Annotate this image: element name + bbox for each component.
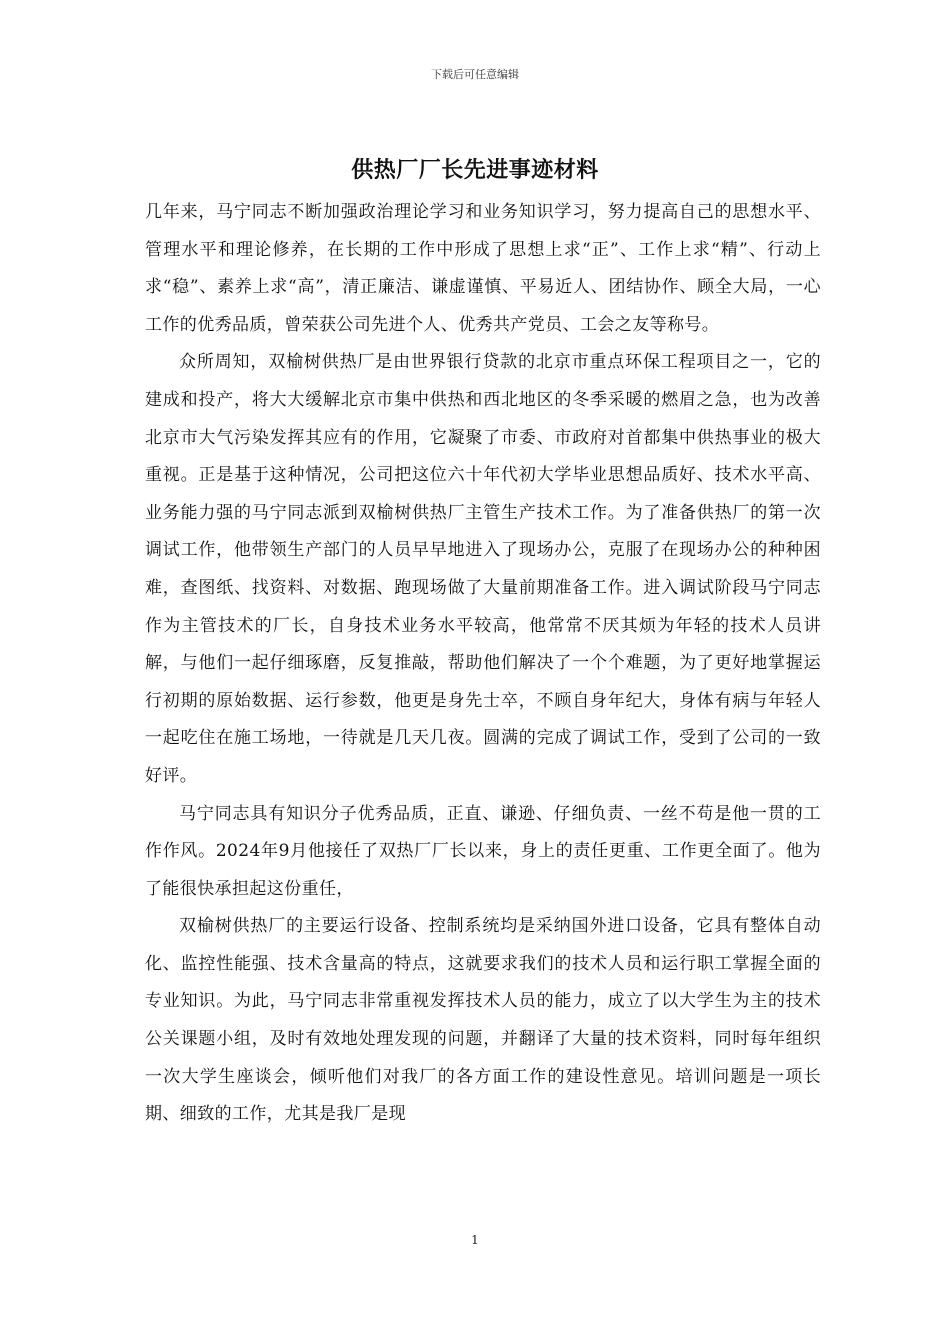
page-number: 1 — [471, 1233, 479, 1247]
paragraph-2: 众所周知，双榆树供热厂是由世界银行贷款的北京市重点环保工程项目之一，它的建成和投产，将大大缓解北京市集中供热和西北地区的冬季采暖的燃眉之急，也为改善北京市大气污染发挥其应有的作用，它凝聚了市委、市政府对首都集中供热事业的极大重视。正是基于这种情况，公司把这位六十年代初大学毕业思想品质好、技术水平高、业务能力强的马宁同志派到双榆树供热厂主管生产技术工作。为了准备供热厂的第一次调试工作，他带领生产部门的人员早早地进入了现场办公，克服了在现场办公的种种困难，查图纸、找资料、对数据、跑现场做了大量前期准备工作。进入调试阶段马宁同志作为主管技术的厂长，自身技术业务水平较高，他常常不厌其烦为年轻的技术人员讲解，与他们一起仔细琢磨，反复推敲，帮助他们解决了一个个难题，为了更好地掌握运行初期的原始数据、运行参数，他更是身先士卒，不顾自身年纪大，身体有病与年轻人一起吃住在施工场地，一待就是几天几夜。圆满的完成了调试工作，受到了公司的一致好评。 — [145, 352, 821, 786]
paragraph-1: 几年来，马宁同志不断加强政治理论学习和业务知识学习，努力提高自己的思想水平、管理水平和理论修养，在长期的工作中形成了思想上求“正”、工作上求“精”、行动上求“稳”、素养上求“高”，清正廉洁、谦虚谨慎、平易近人、团结协作、顾全大局，一心工作的优秀品质，曾荣获公司先进个人、优秀共产党员、工会之友等称号。 — [145, 202, 821, 335]
paragraph-3: 马宁同志具有知识分子优秀品质，正直、谦逊、仔细负责、一丝不苟是他一贯的工作作风。2024年9月他接任了双热厂厂长以来，身上的责任更重、工作更全面了。他为了能很快承担起这份重任， — [145, 803, 821, 899]
paragraph-4: 双榆树供热厂的主要运行设备、控制系统均是采纳国外进口设备，它具有整体自动化、监控性能强、技术含量高的特点，这就要求我们的技术人员和运行职工掌握全面的专业知识。为此，马宁同志非常重视发挥技术人员的能力，成立了以大学生为主的技术公关课题小组，及时有效地处理发现的问题，并翻译了大量的技术资料，同时每年组织一次大学生座谈会，倾听他们对我厂的各方面工作的建设性意见。培训问题是一项长期、细致的工作，尤其是我厂是现 — [145, 916, 821, 1125]
page-header: 下载后可任意编辑 — [431, 68, 519, 81]
document-body — [145, 194, 821, 1134]
document-title: 供热厂厂长先进事迹材料 — [351, 157, 599, 183]
